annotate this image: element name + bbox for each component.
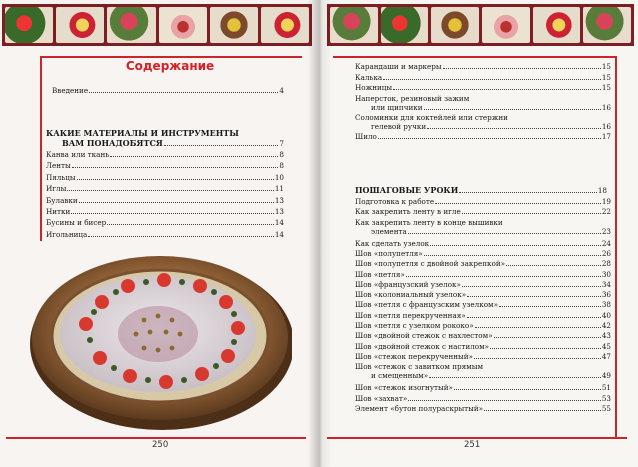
toc-entry-title: Шов «стежок изогнутый» xyxy=(355,383,453,393)
toc-entry-page: 14 xyxy=(274,229,284,239)
toc-entry[interactable] xyxy=(355,83,611,92)
toc-entry-title: Как закрепить ленту в игле xyxy=(355,207,461,217)
banner-flower-image xyxy=(210,7,258,43)
toc-leader xyxy=(490,348,601,349)
toc-entry[interactable] xyxy=(355,197,611,206)
toc-entry-title: Шов «захват» xyxy=(355,393,408,403)
page-number: 250 xyxy=(152,440,169,450)
toc-leader xyxy=(462,286,601,287)
toc-entry-title: Как сделать узелок xyxy=(355,238,430,248)
toc-entry[interactable] xyxy=(355,311,611,320)
toc-entry-title: Шов «двойной стежок с настилом» xyxy=(355,341,490,351)
toc-entry-page: 15 xyxy=(601,72,611,82)
toc-entry-title: Шов «петля» xyxy=(355,269,405,279)
banner-flower-image xyxy=(381,7,429,43)
toc-entry[interactable] xyxy=(46,207,284,216)
toc-entry[interactable] xyxy=(355,300,611,309)
toc-entry-title[interactable]: Наперсток, резиновый зажим xyxy=(355,93,470,103)
toc-entry-page: 34 xyxy=(601,279,611,289)
toc-entry-title[interactable]: Шов «стежок с завитком прямым xyxy=(355,362,484,372)
toc-entry-page: 8 xyxy=(279,150,284,159)
toc-leader xyxy=(427,128,601,129)
toc-entry-page: 4 xyxy=(279,86,284,95)
book-gutter-shadow xyxy=(308,0,332,467)
toc-leader xyxy=(406,276,601,277)
toc-entry[interactable] xyxy=(355,331,611,340)
toc-leader xyxy=(475,327,601,328)
toc-entry[interactable] xyxy=(355,342,611,351)
toc-leader xyxy=(378,138,601,139)
toc-entry[interactable] xyxy=(355,132,611,141)
banner-flower-image xyxy=(533,7,581,43)
right-page xyxy=(319,0,638,467)
toc-entry[interactable] xyxy=(371,103,611,112)
toc-entry-page: 19 xyxy=(601,197,611,206)
toc-leader xyxy=(107,224,274,225)
toc-entry[interactable] xyxy=(355,270,611,279)
toc-leader xyxy=(408,400,601,401)
toc-entry-title: Нитки xyxy=(46,207,71,216)
toc-entry-title[interactable]: Соломинки для коктейлей или стержни xyxy=(355,112,508,122)
toc-leader xyxy=(393,89,601,90)
banner-flower-image xyxy=(107,7,155,43)
toc-entry[interactable] xyxy=(355,321,611,330)
toc-leader xyxy=(79,202,274,203)
toc-leader xyxy=(77,179,274,180)
toc-leader xyxy=(71,213,274,214)
toc-leader xyxy=(67,190,274,191)
toc-leader xyxy=(459,192,597,193)
toc-entry-page: 55 xyxy=(601,403,611,413)
toc-entry[interactable] xyxy=(355,259,611,268)
toc-leader xyxy=(424,255,601,256)
toc-leader xyxy=(506,265,601,266)
toc-entry-title: Булавки xyxy=(46,195,78,205)
toc-entry[interactable] xyxy=(355,383,611,392)
toc-entry-title: Игольница xyxy=(46,229,88,239)
toc-entry-page: 16 xyxy=(601,102,611,112)
toc-entry-page: 45 xyxy=(601,341,611,351)
toc-entry-page: 53 xyxy=(601,393,611,403)
banner-flower-image xyxy=(482,7,530,43)
toc-entry-title: Пяльцы xyxy=(46,172,76,182)
toc-entry-title: Ленты xyxy=(46,161,71,171)
toc-entry-page: 26 xyxy=(601,248,611,258)
banner-flower-image xyxy=(159,7,207,43)
toc-entry-title-cont: элемента xyxy=(371,226,407,236)
red-rule xyxy=(327,437,627,439)
toc-entry-page: 16 xyxy=(601,121,611,131)
toc-leader xyxy=(467,296,601,297)
toc-entry-page: 49 xyxy=(601,371,611,381)
toc-entry-page: 15 xyxy=(601,83,611,92)
toc-leader xyxy=(408,233,601,234)
toc-entry-title: Шов «петля с французским узелком» xyxy=(355,300,499,310)
banner-flower-image xyxy=(56,7,104,43)
toc-leader xyxy=(424,109,601,110)
toc-entry-page: 13 xyxy=(274,195,284,205)
toc-leader xyxy=(443,68,601,69)
toc-entry-title: Шов «петля перекрученная» xyxy=(355,310,466,320)
toc-entry-title: Шов «двойной стежок с нахлестом» xyxy=(355,331,493,341)
toc-entry-title: Шов «полупетля с двойной закрепкой» xyxy=(355,259,506,269)
toc-leader xyxy=(110,156,278,157)
toc-leader xyxy=(454,389,601,390)
toc-entry-page: 13 xyxy=(274,207,284,216)
toc-section-entry[interactable] xyxy=(355,186,607,195)
toc-entry-title[interactable]: Как закрепить ленту в конце вышивки xyxy=(355,217,503,227)
banner-flower-image xyxy=(5,7,53,43)
toc-entry[interactable] xyxy=(355,394,611,403)
toc-entry-page: 11 xyxy=(274,184,284,194)
toc-entry[interactable] xyxy=(355,73,611,82)
toc-entry[interactable] xyxy=(371,122,611,131)
toc-entry[interactable] xyxy=(46,150,284,159)
flower-banner-left xyxy=(2,4,312,46)
red-rule xyxy=(333,56,615,58)
toc-entry[interactable] xyxy=(355,62,611,71)
banner-flower-image xyxy=(583,7,631,43)
toc-entry-page: 36 xyxy=(601,290,611,300)
toc-entry-title: Элемент «бутон полураскрытый» xyxy=(355,403,484,413)
toc-leader xyxy=(435,203,601,204)
toc-entry-title: Шов «полупетля» xyxy=(355,248,423,258)
toc-entry[interactable] xyxy=(355,290,611,299)
flower-banner-right xyxy=(327,4,634,46)
toc-entry-title: Канва или ткань xyxy=(46,150,110,159)
toc-entry-title: Шило xyxy=(355,131,377,141)
toc-entry-page: 14 xyxy=(274,218,284,228)
toc-leader xyxy=(462,213,601,214)
toc-entry[interactable] xyxy=(371,371,611,380)
toc-entry-title: Введение xyxy=(52,86,89,95)
toc-entry-page: 18 xyxy=(597,186,607,195)
embroidery-hoop-image xyxy=(24,240,292,432)
toc-leader xyxy=(88,236,274,237)
toc-section-heading: КАКИЕ МАТЕРИАЛЫ И ИНСТРУМЕНТЫ xyxy=(46,128,239,138)
toc-leader xyxy=(72,167,279,168)
toc-entry[interactable] xyxy=(355,280,611,289)
red-rule-vertical xyxy=(615,56,617,437)
toc-entry[interactable] xyxy=(355,352,611,361)
toc-section-title: ПОШАГОВЫЕ УРОКИ xyxy=(355,185,459,195)
toc-entry-page: 23 xyxy=(601,226,611,236)
toc-leader xyxy=(430,245,601,246)
toc-entry-page: 38 xyxy=(601,300,611,310)
toc-section-entry[interactable] xyxy=(62,139,284,148)
toc-leader xyxy=(474,358,601,359)
toc-entry[interactable] xyxy=(46,161,284,170)
toc-entry-page: 17 xyxy=(601,131,611,141)
red-rule xyxy=(40,56,302,58)
page-title: Содержание xyxy=(125,59,215,73)
toc-entry-page: 42 xyxy=(601,321,611,330)
page-number: 251 xyxy=(464,440,481,450)
toc-leader xyxy=(383,79,601,80)
toc-leader xyxy=(499,306,601,307)
toc-entry[interactable] xyxy=(355,404,611,413)
toc-leader xyxy=(484,410,601,411)
toc-entry-page: 15 xyxy=(601,62,611,71)
toc-entry-title: Карандаши и маркеры xyxy=(355,62,442,71)
toc-entry[interactable] xyxy=(46,184,284,193)
toc-entry-title: Бусины и бисер xyxy=(46,218,107,228)
toc-entry-title: Шов «петля с узелком рококо» xyxy=(355,321,474,330)
toc-leader xyxy=(494,337,601,338)
toc-entry-page: 28 xyxy=(601,259,611,269)
banner-flower-image xyxy=(431,7,479,43)
red-rule xyxy=(6,437,306,439)
toc-entry-title: Ножницы xyxy=(355,83,393,92)
red-rule-vertical xyxy=(40,56,42,241)
toc-entry-title: Шов «французский узелок» xyxy=(355,279,461,289)
toc-entry-title: Шов «колониальный узелок» xyxy=(355,290,467,300)
toc-entry-title: Калька xyxy=(355,72,383,82)
toc-entry-page: 24 xyxy=(601,238,611,248)
toc-entry-page: 51 xyxy=(601,383,611,393)
toc-leader xyxy=(429,377,601,378)
toc-entry-title: Подготовка к работе xyxy=(355,197,435,206)
toc-entry-page: 47 xyxy=(601,351,611,361)
toc-entry[interactable] xyxy=(355,207,611,216)
toc-entry-title-cont: гелевой ручки xyxy=(371,121,427,131)
banner-flower-image xyxy=(261,7,309,43)
toc-entry[interactable] xyxy=(46,173,284,182)
banner-flower-image xyxy=(330,7,378,43)
toc-entry-title: Иглы xyxy=(46,184,67,194)
toc-entry-title-cont: или щипчики xyxy=(371,102,423,112)
toc-entry[interactable] xyxy=(355,239,611,248)
toc-entry[interactable] xyxy=(371,227,611,236)
toc-entry-page: 7 xyxy=(279,139,284,148)
toc-entry-page: 43 xyxy=(601,331,611,341)
toc-entry[interactable] xyxy=(46,230,284,239)
toc-entry-page: 30 xyxy=(601,269,611,279)
toc-entry-title: Шов «стежок перекрученный» xyxy=(355,351,473,361)
toc-leader xyxy=(467,317,601,318)
toc-entry[interactable] xyxy=(46,218,284,227)
toc-leader xyxy=(164,145,279,146)
toc-entry[interactable] xyxy=(52,86,284,95)
toc-entry-page: 22 xyxy=(601,207,611,217)
toc-entry[interactable] xyxy=(355,249,611,258)
toc-entry-title-cont: и смещенным» xyxy=(371,371,429,381)
toc-leader xyxy=(89,92,278,93)
toc-entry[interactable] xyxy=(46,196,284,205)
toc-entry-page: 40 xyxy=(601,310,611,320)
toc-entry-page: 10 xyxy=(274,172,284,182)
toc-entry-page: 8 xyxy=(279,161,284,171)
toc-section-title: ВАМ ПОНАДОБЯТСЯ xyxy=(62,138,163,148)
